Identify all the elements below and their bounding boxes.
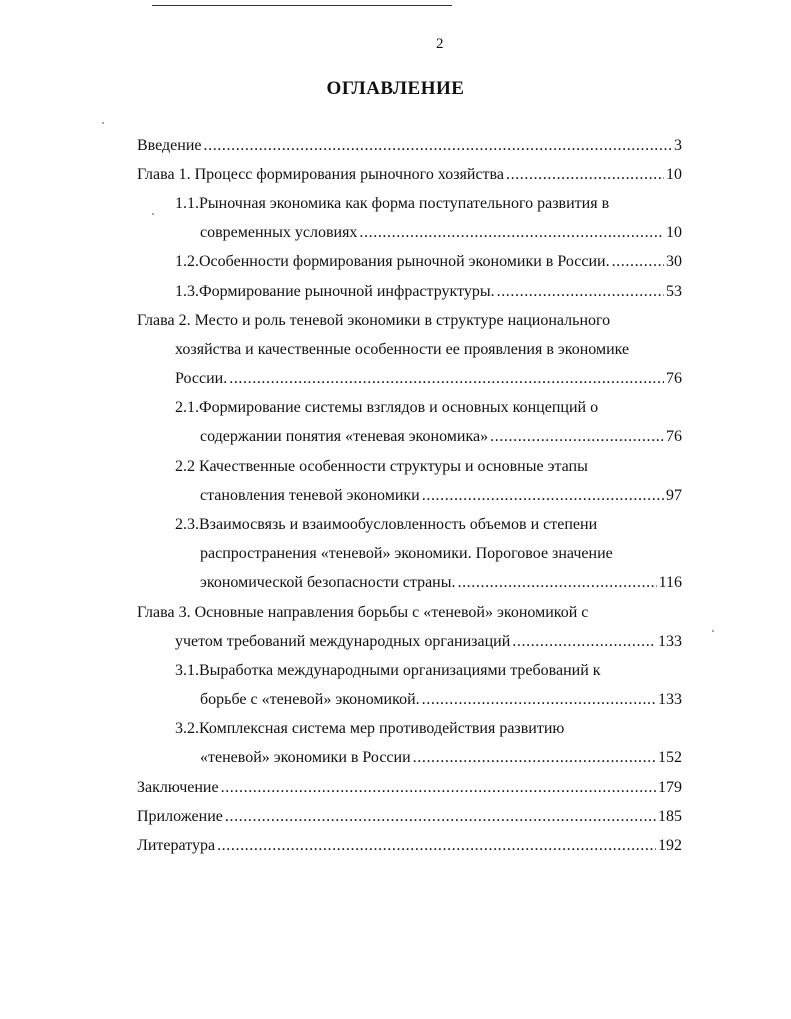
- toc-entry-3-2[interactable]: [200, 748, 682, 768]
- toc-entry-page: 53: [666, 283, 682, 300]
- toc-entry-text: 1.2.Особенности формирования рыночной экономики в России.: [175, 253, 610, 270]
- toc-entry-page: 179: [658, 779, 682, 796]
- toc-entry-conclusion[interactable]: [137, 778, 682, 798]
- toc-entry-page: 192: [658, 837, 682, 854]
- dot-leader: [497, 282, 664, 302]
- toc-entry-page: 97: [666, 487, 682, 504]
- toc-entry-3-1-line-1: 3.1.Выработка международными организациями требований к: [175, 662, 601, 679]
- toc-entry-2-1[interactable]: [200, 427, 682, 447]
- toc-entry-1-1-line-1: 1.1.Рыночная экономика как форма поступательного развития в: [175, 195, 610, 212]
- toc-entry-page: 185: [658, 808, 682, 825]
- toc-entry-text: становления теневой экономики: [200, 487, 420, 504]
- dot-leader: [229, 369, 664, 389]
- toc-entry-2-1-line-1: 2.1.Формирование системы взглядов и основных концепций о: [175, 399, 599, 416]
- toc-entry-page: 10: [666, 166, 682, 183]
- page-number: 2: [436, 36, 444, 52]
- dot-leader: [612, 252, 664, 272]
- toc-entry-page: 76: [666, 428, 682, 445]
- toc-entry-chapter-1[interactable]: [137, 165, 682, 185]
- toc-entry-2-3-line-2: распространения «теневой» экономики. Пороговое значение: [200, 545, 613, 562]
- toc-entry-appendix[interactable]: [137, 807, 682, 827]
- dot-leader: [221, 778, 656, 798]
- toc-entry-page: 133: [658, 633, 682, 650]
- toc-entry-text: 1.3.Формирование рыночной инфраструктуры.: [175, 283, 495, 300]
- dot-leader: [422, 486, 664, 506]
- toc-entry-2-2[interactable]: [200, 486, 682, 506]
- toc-entry-page: 76: [666, 370, 682, 387]
- toc-entry-text: Введение: [137, 137, 202, 154]
- dot-leader: [490, 427, 664, 447]
- dot-leader: [217, 836, 656, 856]
- toc-entry-1-3[interactable]: [175, 282, 682, 302]
- toc-entry-2-2-line-1: 2.2 Качественные особенности структуры и основные этапы: [175, 458, 588, 475]
- dot-leader: [457, 573, 656, 593]
- toc-entry-page: 133: [658, 691, 682, 708]
- toc-entry-chapter-3-line-1: Глава 3. Основные направления борьбы с «теневой» экономикой с: [137, 604, 589, 621]
- toc-entry-1-1[interactable]: [200, 223, 682, 243]
- toc-entry-literature[interactable]: [137, 836, 682, 856]
- toc-entry-3-1[interactable]: [200, 690, 682, 710]
- toc-entry-2-3[interactable]: [200, 573, 682, 593]
- toc-entry-2-3-line-1: 2.3.Взаимосвязь и взаимообусловленность объемов и степени: [175, 516, 598, 533]
- dot-leader: [204, 136, 673, 156]
- toc-entry-chapter-2-line-1: Глава 2. Место и роль теневой экономики в структуре национального: [137, 312, 611, 329]
- toc-entry-chapter-2[interactable]: [175, 369, 682, 389]
- toc-entry-text: современных условиях: [200, 224, 358, 241]
- toc-entry-text: Глава 1. Процесс формирования рыночного хозяйства: [137, 166, 504, 183]
- toc-entry-page: 30: [666, 253, 682, 270]
- toc-entry-3-2-line-1: 3.2.Комплексная система мер противодействия развитию: [175, 720, 565, 737]
- toc-entry-text: России.: [175, 370, 228, 387]
- toc-entry-page: 152: [658, 749, 682, 766]
- toc-entry-text: содержании понятия «теневая экономика»: [200, 428, 489, 445]
- toc-entry-page: 116: [658, 574, 682, 591]
- toc-entry-chapter-3[interactable]: [175, 632, 682, 652]
- dot-leader: [225, 807, 656, 827]
- toc-entry-intro[interactable]: [137, 136, 682, 156]
- toc-entry-text: экономической безопасности страны.: [200, 574, 456, 591]
- dot-leader: [506, 165, 664, 185]
- toc-entry-page: 10: [666, 224, 682, 241]
- page-title: ОГЛАВЛЕНИЕ: [326, 78, 465, 99]
- toc-entry-page: 3: [674, 137, 682, 154]
- dot-leader: [359, 223, 664, 243]
- toc-entry-text: Приложение: [137, 808, 223, 825]
- dot-leader: [413, 748, 656, 768]
- toc-entry-text: «теневой» экономики в России: [200, 749, 411, 766]
- dot-leader: [512, 632, 656, 652]
- toc-entry-text: борьбе с «теневой» экономикой.: [200, 691, 420, 708]
- dot-leader: [422, 690, 656, 710]
- toc-entry-text: учетом требований международных организаций: [175, 633, 511, 650]
- toc-entry-1-2[interactable]: [175, 252, 682, 272]
- toc-entry-text: Заключение: [137, 779, 219, 796]
- toc-entry-text: Литература: [137, 837, 216, 854]
- toc-entry-chapter-2-line-2: хозяйства и качественные особенности ее проявления в экономике: [175, 341, 630, 358]
